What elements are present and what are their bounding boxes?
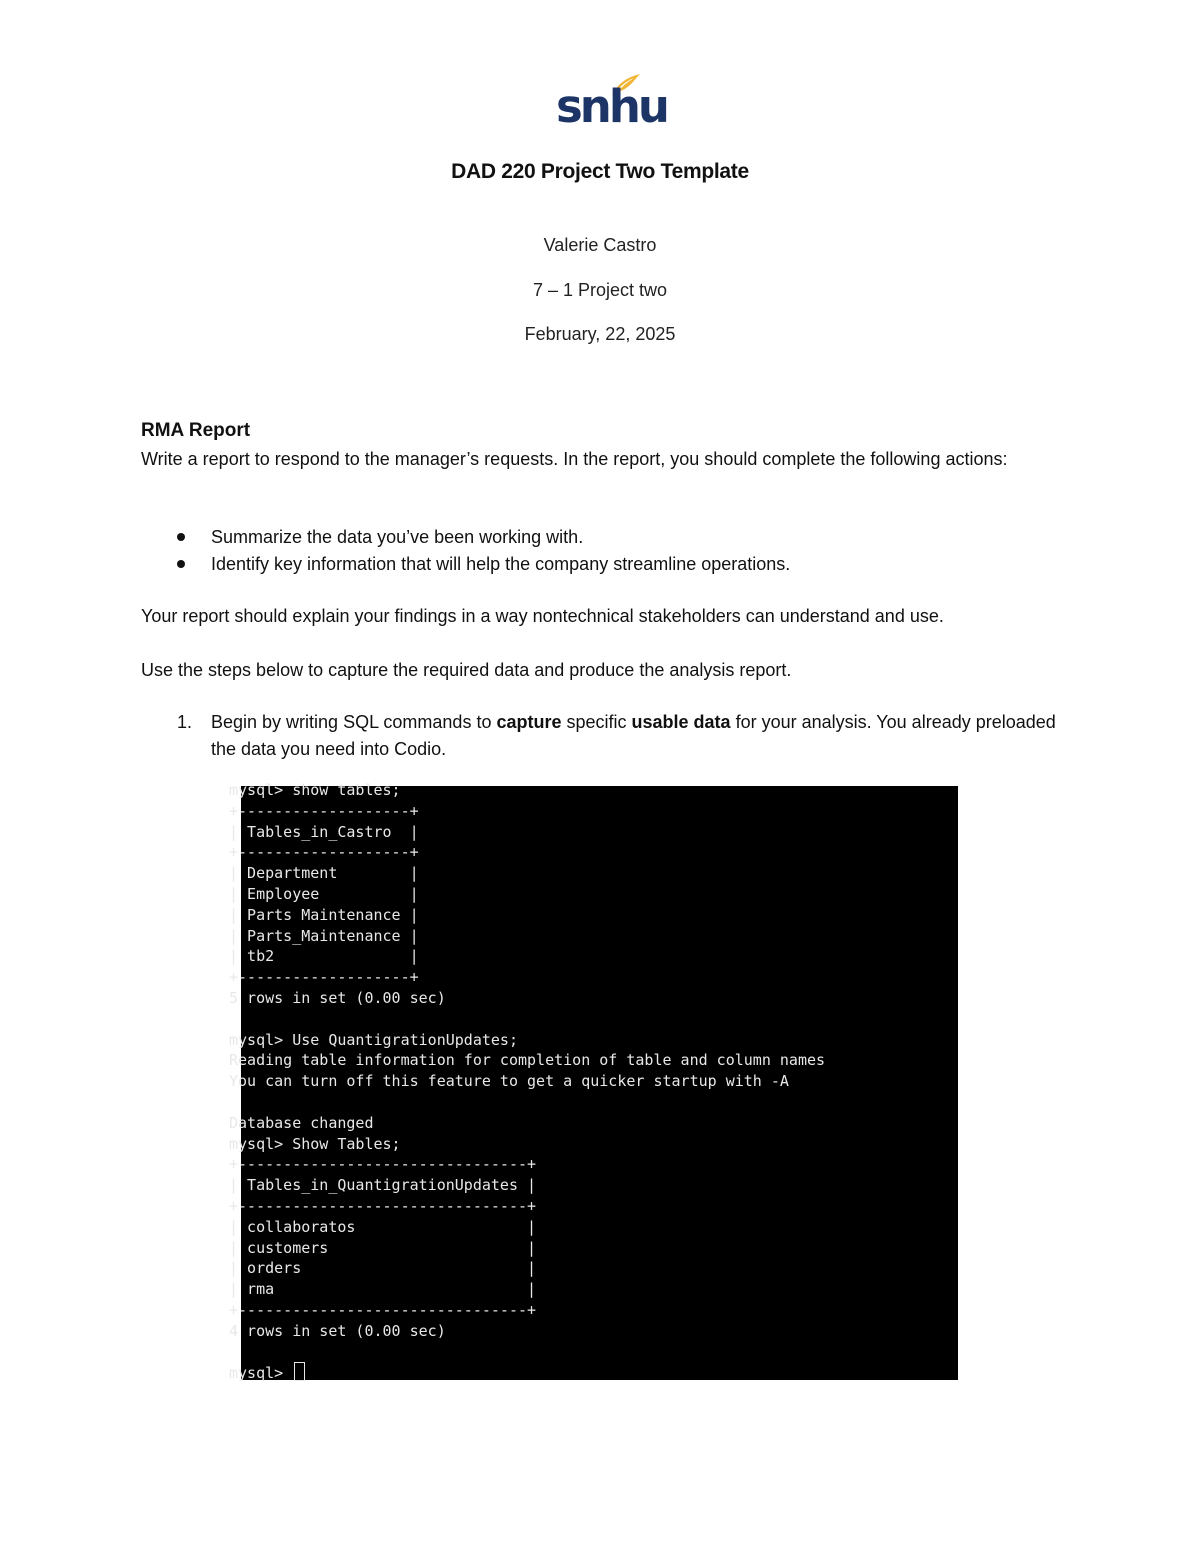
section-heading: RMA Report [141, 420, 251, 441]
terminal-screenshot [229, 781, 958, 1383]
list-item-text: Summarize the data you’ve been working with. [211, 527, 584, 547]
terminal-line: +-------------------+ [229, 801, 419, 820]
terminal-line: | rma | [229, 1280, 537, 1299]
logo-text: snhu [556, 80, 667, 133]
document-title: DAD 220 Project Two Template [451, 160, 749, 183]
terminal-line: | Parts Maintenance | [229, 905, 419, 924]
terminal-line: | orders | [229, 1259, 537, 1278]
snhu-logo [548, 72, 667, 136]
terminal-line: | Parts_Maintenance | [229, 926, 419, 945]
author-name: Valerie Castro [543, 235, 657, 255]
bullet-icon [177, 560, 185, 568]
step-number: 1. [177, 712, 193, 732]
list-item-text: Identify key information that will help the company streamline operations. [211, 554, 791, 574]
bullet-icon [177, 533, 185, 541]
terminal-line: mysql> Show Tables; [229, 1134, 401, 1153]
step-text-part: Begin by writing SQL commands to [211, 712, 497, 732]
explain-paragraph: Your report should explain your findings in a way nontechnical stakeholders can understand and use. [141, 606, 944, 626]
terminal-line: | Employee | [229, 884, 419, 903]
terminal-line: +--------------------------------+ [229, 1196, 537, 1215]
terminal-line: mysql> show tables; [229, 781, 401, 799]
actions-list [141, 524, 1061, 578]
terminal-line: 5 rows in set (0.00 sec) [229, 988, 446, 1007]
terminal-line: +-------------------+ [229, 968, 419, 987]
terminal-line: +-------------------+ [229, 843, 419, 862]
terminal-line: | collaboratos | [229, 1217, 537, 1236]
terminal-line: Reading table information for completion of table and column names [229, 1051, 826, 1070]
steps-intro-paragraph: Use the steps below to capture the required data and produce the analysis report. [141, 660, 792, 680]
terminal-line: | Tables_in_QuantigrationUpdates | [229, 1176, 537, 1195]
terminal-lines [229, 781, 825, 1340]
assignment-name: 7 – 1 Project two [532, 280, 668, 300]
list-item [141, 524, 1061, 551]
terminal-line: +--------------------------------+ [229, 1155, 537, 1174]
terminal-line: 4 rows in set (0.00 sec) [229, 1321, 446, 1340]
terminal-line: | tb2 | [229, 947, 419, 966]
step-bold-capture: capture [496, 712, 562, 732]
terminal-line: mysql> Use QuantigrationUpdates; [229, 1030, 518, 1049]
terminal-output [229, 780, 825, 1384]
terminal-line: | Tables_in_Castro | [229, 822, 419, 841]
cursor-icon [294, 1362, 305, 1381]
terminal-prompt: mysql> [229, 1364, 293, 1383]
terminal-line: You can turn off this feature to get a quicker startup with -A [229, 1072, 789, 1091]
terminal-line: +--------------------------------+ [229, 1300, 537, 1319]
intro-paragraph: Write a report to respond to the manager’s requests. In the report, you should complete the following actions: [141, 449, 1008, 469]
step-one [141, 709, 1061, 763]
step-bold-usable-data: usable data [631, 712, 731, 732]
terminal-line: | Department | [229, 864, 419, 883]
terminal-line: Database changed [229, 1113, 374, 1132]
step-text-part: for your analysis. You already preloaded the data you need into Codio. [211, 712, 1056, 759]
step-text-part: specific [561, 712, 632, 732]
step-text [141, 709, 1061, 763]
document-date: February, 22, 2025 [524, 324, 676, 344]
terminal-line: | customers | [229, 1238, 537, 1257]
list-item [141, 551, 1061, 578]
